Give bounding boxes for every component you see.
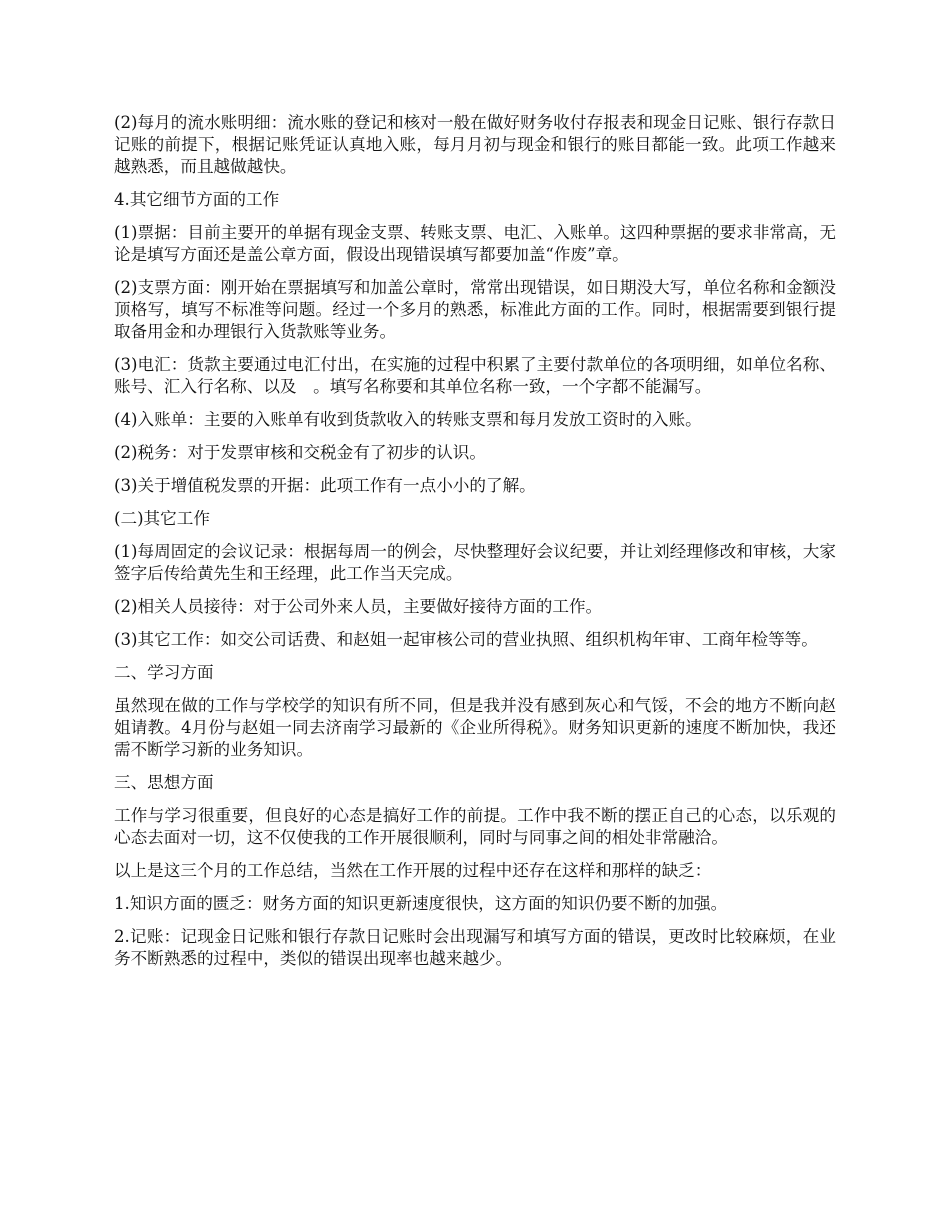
paragraph-wire-transfer: (3)电汇：货款主要通过电汇付出，在实施的过程中积累了主要付款单位的各项明细，如单位名称、账号、汇入行名称、以及 。填写名称要和其单位名称一致，一个字都不能漏写。: [114, 355, 836, 396]
paragraph-misc-work: (3)其它工作：如交公司话费、和赵姐一起审核公司的营业执照、组织机构年审、工商年检等等。: [114, 630, 818, 649]
heading-mindset: 三、思想方面: [114, 773, 214, 792]
paragraph-deposit-slip: (4)入账单：主要的入账单有收到货款收入的转账支票和每月发放工资时的入账。: [114, 410, 702, 429]
paragraph-reception: (2)相关人员接待：对于公司外来人员，主要做好接待方面的工作。: [114, 597, 603, 616]
paragraph-shortcoming-knowledge: 1.知识方面的匮乏：财务方面的知识更新速度很快，这方面的知识仍要不断的加强。: [114, 894, 728, 913]
heading-other-work: (二)其它工作: [114, 509, 210, 528]
paragraph-learning: 虽然现在做的工作与学校学的知识有所不同，但是我并没有感到灰心和气馁，不会的地方不断向赵姐请教。4月份与赵姐一同去济南学习最新的《企业所得税》。财务知识更新的速度不断加快，我还需不断学习新的业务知识。: [114, 696, 836, 759]
paragraph-vat-invoice: (3)关于增值税发票的开据：此项工作有一点小小的了解。: [114, 476, 536, 495]
paragraph-summary: 以上是这三个月的工作总结，当然在工作开展的过程中还存在这样和那样的缺乏：: [114, 861, 712, 880]
paragraph-checks: (2)支票方面：刚开始在票据填写和加盖公章时，常常出现错误，如日期没大写，单位名称和金额没顶格写，填写不标准等问题。经过一个多月的熟悉，标准此方面的工作。同时，根据需要到银行提取备用金和办理银行入货款账等业务。: [114, 278, 836, 341]
paragraph-mindset: 工作与学习很重要，但良好的心态是搞好工作的前提。工作中我不断的摆正自己的心态，以乐观的心态去面对一切，这不仅使我的工作开展很顺利，同时与同事之间的相处非常融洽。: [114, 806, 836, 847]
heading-other-details: 4.其它细节方面的工作: [114, 190, 280, 209]
paragraph-meeting-minutes: (1)每周固定的会议记录：根据每周一的例会，尽快整理好会议纪要，并让刘经理修改和审核，大家签字后传给黄先生和王经理，此工作当天完成。: [114, 542, 836, 583]
paragraph-tax: (2)税务：对于发票审核和交税金有了初步的认识。: [114, 443, 486, 462]
paragraph-bills: (1)票据：目前主要开的单据有现金支票、转账支票、电汇、入账单。这四种票据的要求非常高，无论是填写方面还是盖公章方面，假设出现错误填写都要加盖“作废”章。: [114, 223, 836, 264]
heading-learning: 二、学习方面: [114, 663, 214, 682]
document-body: [114, 112, 836, 981]
paragraph-shortcoming-bookkeeping: 2.记账：记现金日记账和银行存款日记账时会出现漏写和填写方面的错误，更改时比较麻烦，在业务不断熟悉的过程中，类似的错误出现率也越来越少。: [114, 927, 836, 968]
paragraph-cash-journal: (2)每月的流水账明细：流水账的登记和核对一般在做好财务收付存报表和现金日记账、银行存款日记账的前提下，根据记账凭证认真地入账，每月月初与现金和银行的账目都能一致。此项工作越来越熟悉，而且越做越快。: [114, 113, 836, 176]
